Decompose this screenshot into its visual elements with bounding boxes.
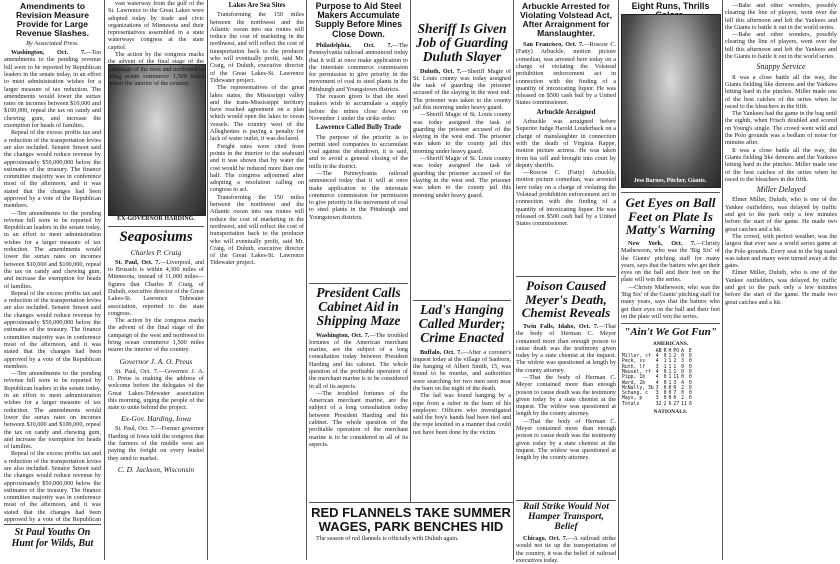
box-stat-cell: 1 (673, 364, 677, 370)
article-text: —Sheriff Magie of St. Louis county was today assigned the task of guarding the prisoner accused of the slaying in the west end. The prisoner was taken to the county jail this morning under heavy guard. (413, 67, 511, 111)
article-headline: "Ain't We Got Fun" (624, 326, 717, 339)
box-stat-cell: 0 (681, 364, 685, 370)
section-subhead: Lawrence Called Bully Trade (315, 124, 402, 132)
article-body (108, 0, 204, 88)
article-text: —Liverpool, and to Brussels is within 4,300 miles of Minnesota, instead of 11,000 miles—figures that Charles P. Craig, of Duluth, executive director of the Great Lakes-St. Lawrence Tidewater association, reported to the state congress. (108, 258, 205, 317)
article-text: Freight rates were cited from points in the interior to the seaboard and it was shown that by water the cost would be reduced more than one half. The congress adjourned after adopting a resolution calling on congress to act. (210, 142, 304, 194)
article-headline: St Paul Youths On Hunt for Wilds, But (11, 527, 94, 549)
dateline: Duluth, Oct. 7. (420, 67, 462, 75)
article-text: The season of red flannels is officially with Duluth again. (316, 535, 459, 543)
article-headline: President Calls Cabinet Aid in Shipping Maze (316, 285, 401, 329)
article-body (309, 332, 408, 449)
article-body (108, 425, 204, 461)
article-cabinet (309, 283, 408, 483)
column-6 (516, 0, 616, 564)
article-text: The action by the congress marks the advent of the final stage of the campaign of the west and northwest to bring ocean commerce 1,500 miles nearer the interior of the country. (108, 51, 204, 88)
article-headline: Arbuckle Arrested for Violating Volstead Act, After Arraignment for Manslaughter. (519, 1, 612, 39)
box-stat-cell: 0 (688, 401, 692, 407)
article-text: It was a close battle all the way, the Giants fielding like demons and the Yankees hitting hard in the pinches. Miller made one of the best catches of the series when he raced to the bleachers in the fifth. (725, 146, 837, 183)
section-subhead: Miller Delayed (756, 185, 806, 195)
article-body (413, 68, 511, 199)
article-text: —That the body of Herman C. Meyer contained more than enough poison to cause death was the testimony given today by a state chemist at the inquest. The widow was questioned at length by the county attorney. (516, 374, 616, 418)
box-stat-cell: 0 (663, 375, 667, 381)
article-text: —Ten amendments to the pending revenue bill were to be reported by Republican leaders in the senate today, in an effort to meet administration wishes for a larger measure of tax reduction. The amendments would lower the surtax rates on incomes between $10,000 and $100,000, repeal the tax on candy and chewing gum, and increase the exemption for heads of families. (4, 209, 101, 290)
article-text: Repeal of the excess profits tax and a reduction of the transportation levies are also included. Senator Smoot said the changes would reduce revenue by approximately $50,000,000 below the estimates of the treasury. The finance committee majority was in conference most of the afternoon, and it was stated that the changes had been approved by a vote of the Republican (4, 450, 101, 524)
box-col-header: PO (673, 348, 680, 354)
box-stat-cell: 3 (655, 391, 659, 397)
box-score-title: AMERICANS. (652, 340, 689, 347)
column-rule (722, 0, 723, 560)
article-text: The lad was found hanging by a rope from a rafter in the barn of his employer. Officers who investigated said the boy's hands had been tied and the rope knotted in a manner that could not have been done by the victim. (413, 392, 511, 436)
article-text: —That the body of Herman C. Meyer contained more than enough poison to cause death was the testimony given today by a state chemist at the inquest. The widow was questioned at length by the county attorney. (516, 322, 616, 374)
dateline: Chicago, Oct. 7. (523, 534, 568, 542)
article-headline: Get Eyes on Ball Feet on Plate Is Matty's Warning (625, 195, 716, 238)
box-player-name: Mays, p (622, 396, 643, 402)
article-text: The action by the congress marks the advent of the final stage of the campaign of the west and northwest to bring ocean commerce 1,500 miles nearer the interior of the country. (108, 317, 204, 354)
article-text: —Babe and other wonders, possibly clearing the line of players, went over the hill this afternoon and left the Yankees and the Giants to battle it out in the world series. (725, 2, 837, 31)
box-stat-cell: 4 (681, 380, 685, 386)
section-rule (309, 283, 408, 284)
article-byline: By Associated Press. (25, 40, 80, 48)
box-stat-cell: 2 (663, 401, 667, 407)
box-stat-cell: 0 (688, 396, 692, 402)
box-stat-cell: 32 (655, 401, 662, 407)
article-body (413, 349, 511, 437)
article-text: —Sheriff Magie of St. Louis county was today assigned the task of guarding the prisoner accused of the slaying in the west end. The prisoner was taken to the county jail this morning under heavy guard. (413, 111, 511, 155)
box-stat-cell: 0 (681, 391, 685, 397)
box-stat-cell: 7 (673, 391, 677, 397)
box-stat-cell: 1 (673, 369, 677, 375)
box-player-name: Miller, cf (622, 354, 651, 360)
box-stat-cell: 0 (681, 369, 685, 375)
box-score-row (621, 359, 693, 364)
article-text: Elmer Miller, Duluth, who is one of the Yankee outfielders, was delayed by traffic and got to the park only a few minutes before the start of the game. He made two great catches and a hit. (725, 196, 837, 233)
article-text: —Sheriff Magie of St. Louis county was today assigned the task of guarding the prisoner accused of the slaying in the west end. The prisoner was taken to the county jail this morning under heavy guard. (413, 155, 511, 199)
box-stat-cell: 0 (663, 369, 667, 375)
box-player-name: McNally, 3b (622, 385, 654, 391)
box-stat-cell: 0 (673, 396, 677, 402)
dateline: Buffalo, Oct. 7. (420, 348, 462, 356)
box-stat-cell: 4 (655, 380, 659, 386)
box-player-name: Ruth, lf (622, 364, 646, 370)
article-body (210, 2, 304, 267)
box-stat-cell: 1 (663, 364, 667, 370)
article-body (4, 49, 101, 531)
box-stat-cell: 27 (673, 401, 680, 407)
box-player-name: Totals (622, 401, 640, 407)
box-stat-cell: 2 (681, 396, 685, 402)
box-stat-cell: 0 (688, 354, 692, 360)
box-stat-cell: 0 (668, 396, 672, 402)
box-stat-cell: 2 (673, 354, 677, 360)
article-headline: Amendments to Revision Measure Provide for Large Revenue Slashes. (15, 1, 90, 39)
box-stat-cell: 4 (655, 375, 659, 381)
section-subhead: Snappy Service (756, 62, 806, 72)
box-score-row (621, 375, 693, 380)
box-stat-cell: 3 (681, 359, 685, 365)
article-text: The Yankees had the game in the bag until the eighth, when Frisch doubled and scored on Young's single. The crowd went wild and the Polo grounds was a bedlam of noise for minutes after. (725, 110, 837, 147)
box-stat-cell: 0 (688, 364, 692, 370)
column-rule (410, 0, 411, 560)
section-subhead: Governor J. A. O. Preus (119, 356, 193, 366)
box-stat-cell: 4 (655, 354, 659, 360)
article-body (621, 240, 720, 320)
article-text: —That the body of Herman C. Meyer contained more than enough poison to cause death was the testimony given today by a state chemist at the inquest. The widow was questioned at length by the county attorney. (516, 417, 616, 462)
box-stat-cell: 0 (681, 354, 685, 360)
section-rule (4, 524, 101, 525)
box-stat-cell: 4 (655, 369, 659, 375)
article-headline: Seaposiums (119, 229, 193, 245)
article-headline: Lad's Hanging Called Murder; Crime Enacted (418, 302, 506, 346)
article-body (516, 535, 616, 564)
box-stat-cell: 0 (668, 391, 672, 397)
article-text: It was a close battle all the way, the Giants fielding like demons and the Yankees hitting hard in the pinches. Miller made one of the best catches of the series when he raced to the bleachers in the fifth. (725, 73, 837, 110)
article-body (516, 41, 616, 227)
box-stat-cell: 3 (655, 396, 659, 402)
article-body (725, 2, 837, 306)
article-text: —Ten amendments to the pending revenue bill were to be reported by Republican leaders in the senate today, in an effort to meet administration wishes for a larger measure of tax reduction. The amendments would lower the surtax rates on incomes between $10,000 and $100,000, repeal the tax on candy and chewing gum, and increase the exemption for heads of families. (4, 49, 101, 130)
pitcher-photo (621, 14, 721, 188)
box-stat-cell: 0 (688, 375, 692, 381)
section-subhead: Arbuckle Arraigned (536, 108, 596, 116)
column-7 (621, 0, 720, 560)
box-stat-cell: 0 (668, 385, 672, 391)
box-col-header: H (668, 348, 672, 354)
box-stat-cell: 0 (663, 391, 667, 397)
article-text: Repeal of the excess profits tax and a reduction of the transportation levies are also included. Senator Smoot said the changes would reduce revenue by approximately $50,000,000 below the estimates of the treasury. The finance committee majority was in conference most of the afternoon, and it was stated that the changes had been approved by a vote of the Republican members. (4, 289, 101, 370)
column-rule (207, 0, 208, 560)
column-rule (513, 0, 514, 560)
box-stat-cell: 0 (663, 385, 667, 391)
article-text: Repeal of the excess profits tax and a reduction of the transportation levies are also included. Senator Smoot said the changes would reduce revenue by approximately $50,000,000 below the estimates of the treasury. The finance committee majority was in conference most of the afternoon, and it was stated that the changes had been approved by a vote of the Republican members. (4, 129, 101, 210)
box-stat-cell: 11 (681, 401, 687, 407)
section-subhead: Ex-Gov. Harding, Iowa (121, 414, 191, 424)
column-3 (210, 0, 304, 560)
article-text: —The Pennsylvania railroad announced today that it will at once make application to the interstate commerce commission for permission to give priority in the movement of coal to steel plants in the Pittsburgh and Youngstown districts. (309, 169, 408, 221)
box-stat-cell: 3 (673, 380, 677, 386)
box-col-header: E (688, 348, 692, 354)
box-stat-cell: 1 (668, 364, 672, 370)
box-stat-cell: 1 (668, 375, 672, 381)
dateline: Philadelphia, Oct. 7. (316, 41, 393, 49)
article-body (108, 259, 204, 354)
bottom-article (309, 502, 513, 560)
section-subhead: Lakes Are Sea Sites (228, 2, 286, 9)
box-stat-cell: 2 (681, 385, 685, 391)
box-col-header: R (663, 348, 667, 354)
article-byline: Charles P. Craig (130, 247, 182, 257)
dateline: Twin Falls, Idaho, Oct. 7. (523, 322, 599, 330)
box-stat-cell: 3 (655, 385, 659, 391)
box-stat-cell: 0 (663, 380, 667, 386)
article-headline: Poison Caused Meyer's Death, Chemist Reveals (521, 278, 611, 321)
box-col-header: AB (655, 348, 662, 354)
banner-headline: RED FLANNELS TAKE SUMMER WAGES, PARK BENCHES HID (311, 505, 511, 534)
section-subhead: C. D. Jackson, Wisconsin (117, 464, 195, 474)
box-stat-cell: 1 (668, 354, 672, 360)
dateline: San Francisco, Oct. 7. (523, 41, 584, 49)
box-score-row (621, 396, 693, 401)
article-headline: Rail Strike Would Not Hamper Transport, Belief (523, 502, 609, 532)
column-2 (108, 0, 204, 560)
box-score-totals (621, 402, 693, 407)
box-stat-cell: 1 (663, 359, 667, 365)
box-stat-cell: 2 (673, 359, 677, 365)
box-score-title: NATIONALS. (653, 409, 688, 415)
article-text: vast waterway from the gulf of the St. Lawrence to the Great Lakes were adopted today by trade and civic organizations of Minnesota and their representatives assembled in a state waterways congress at the state capitol. (108, 0, 204, 51)
article-text: —Christy Mathewson, who was the 'Big Six' of the Giants' pitching staff for many years, says that the batters who get their eyes on the ball and their feet on the plate will win the series. (621, 239, 720, 284)
section-rule (621, 192, 720, 193)
article-text: Transforming the 150 miles between the northwest and the Atlantic ocean into sea routes will reduce the cost of marketing in the northwest, and will reflect the cost of transportation back to the producer who will eventually profit, said Mr. Craig, of Duluth, executive director of the Great Lakes-St. Lawrence Tidewater project. (210, 11, 304, 84)
section-rule (516, 500, 616, 501)
column-8 (725, 0, 837, 560)
article-text: —The troubled fortunes of the American merchant marine, are the subject of a long consultation today between President Harding and his cabinet. The whole question of the profitable operation of the merchant marine is to be considered in all of its aspects. (309, 331, 408, 390)
dateline: Washington, Oct. 7. (316, 331, 370, 339)
box-stat-cell: 3 (655, 364, 659, 370)
article-text: —After a coroner's inquest today at the village of Sanborn, the hanging of Albert Smith, 15, was found to be murder, and authorities were searching for two men seen near the barn on the night of the death. (413, 348, 512, 392)
article-body (516, 323, 616, 462)
section-rule (516, 276, 616, 277)
box-stat-cell: 1 (668, 380, 672, 386)
article-text: The representatives of the great lakes states, the Mississippi valley and the trans-Mississippi territory have reached agreement on a plan which would open the lakes to ocean vessels. The country west of the Alleghenies is paying a penalty for lack of water outlet, it was declared. (210, 84, 304, 143)
article-body (309, 42, 408, 221)
box-stat-cell: 4 (655, 359, 659, 365)
dateline: St. Paul, Oct. 7. (115, 258, 161, 266)
article-body (108, 368, 204, 412)
photo-caption: EX-GOVERNOR HARDING. (117, 216, 195, 222)
article-text: —Roscoe C. (Fatty) Arbuckle, motion picture comedian, was arrested here today on a charge of violating the Volstead prohibition enforcement act in connection with the finding of a quantity of intoxicating liquor. He was released on $500 cash bail by a United States commissioner. (516, 41, 616, 107)
box-stat-cell: 11 (673, 375, 680, 381)
article-text: Arbuckle was arraigned before Superior Judge Harold Louderback on a charge of manslaughter in connection with the death of Virginia Rappe, motion picture actress. He was taken from his cell and brought into court by deputy sheriffs. (516, 118, 616, 169)
article-text: —Roscoe C. (Fatty) Arbuckle, motion picture comedian, was arrested here today on a charge of violating the Volstead prohibition enforcement act in connection with the finding of a quantity of intoxicating liquor. He was released on $500 cash bail by a United States commissioner. (516, 169, 616, 228)
article-text: The reason given is that the steel makers wish to accumulate a supply before the mines close down on November 1 under the strike order. (309, 93, 408, 122)
article-text: Transforming the 150 miles between the northwest and the Atlantic ocean into sea routes will reduce the cost of marketing in the northwest, and will reflect the cost of transportation back to the producer who will eventually profit, said Mr. Craig, of Duluth, executive director of the Great Lakes-St. Lawrence Tidewater project. (210, 193, 304, 267)
section-rule (309, 502, 513, 503)
box-player-name: Meusel, rf (622, 369, 651, 375)
section-rule (413, 300, 511, 301)
article-text: —Christy Mathewson, who was the 'Big Six' of the Giants' pitching staff for many years, says that the batters who get their eyes on the ball and their feet on the plate will win the series. (621, 283, 720, 320)
box-stat-cell: 0 (688, 385, 692, 391)
box-col-header: A (681, 348, 685, 354)
box-player-name: Pipp, 1b (622, 375, 646, 381)
article-body (309, 535, 513, 542)
column-5 (413, 0, 511, 560)
column-rule (104, 0, 105, 560)
box-player-name: Ward, 2b (622, 380, 646, 386)
box-stat-cell: 0 (663, 354, 667, 360)
photo-caption: Jess Barnes, Pitcher, Giants. (633, 178, 707, 184)
article-text: —Ten amendments to the pending revenue bill were to be reported by Republican leaders in the senate today, in an effort to meet administration wishes for a larger measure of tax reduction. The amendments would lower the surtax rates on incomes between $10,000 and $100,000, repeal the tax on candy and chewing gum, and increase the exemption for heads of families. (4, 370, 101, 451)
box-stat-cell: 0 (688, 380, 692, 386)
dateline: Washington, Oct. 7. (11, 49, 86, 57)
article-text: —The Pennsylvania railroad announced today that it will at once make application to the interstate commerce commission for permission to give priority in the movement of coal to steel plants in the Pittsburgh and Youngstown districts. (309, 41, 408, 93)
article-headline: Eight Runs, Thrills (631, 1, 710, 11)
section-rule (108, 226, 204, 227)
column-1 (4, 0, 101, 560)
box-stat-cell: 0 (673, 385, 677, 391)
box-stat-cell: 0 (681, 375, 685, 381)
article-headline: Sheriff Is Given Job of Guarding Duluth Slayer (415, 21, 509, 65)
box-stat-cell: 6 (668, 401, 672, 407)
article-text: The crowd, with perfect weather, was the largest that ever saw a world series game at the Polo grounds. Every seat in the big stand was taken and many were turned away at the gates. (725, 232, 837, 270)
article-text: —The troubled fortunes of the American merchant marine, are the subject of a long consultation today between President Harding and his cabinet. The whole question of the profitable operation of the merchant marine is to be considered in all of its aspects. (309, 389, 408, 448)
box-stat-cell: 0 (688, 369, 692, 375)
column-rule (306, 0, 307, 560)
box-stat-cell: 1 (668, 359, 672, 365)
box-player-name: Peck, ss (622, 359, 646, 365)
section-rule (621, 323, 720, 324)
article-text: St. Paul, Oct. 7.—Governor J. A. O. Preus is making the address of welcome before the delegates of the Great Lakes-Tidewater association this morning, urging the people of the state to unite behind the project. (108, 367, 204, 412)
box-player-name: Schang, c (622, 391, 648, 397)
article-text: Elmer Miller, Duluth, who is one of the Yankee outfielders, was delayed by traffic and got to the park only a few minutes before the start of the game. He made two great catches and a hit. (725, 269, 837, 306)
box-stat-cell: 0 (688, 391, 692, 397)
column-rule (618, 0, 619, 560)
dateline: New York, Oct. 7. (628, 239, 696, 247)
article-text: The purpose of the priority is to permit steel companies to accumulate coal against the shutdown, it is said, and to avoid a general closing of the mills in the district. (309, 133, 408, 170)
article-text: St. Paul, Oct. 7.—Former governor Harding of Iowa told the congress that the farmers of the middle west are paying the freight on every bushel they send to market. (108, 425, 204, 462)
article-text: —A railroad strike would not tie up the transportation of the country, it was the belief of railroad executives today. (516, 534, 616, 564)
box-score-table (621, 349, 693, 407)
box-stat-cell: 1 (668, 369, 672, 375)
box-stat-cell: 0 (663, 396, 667, 402)
article-text: —Babe and other wonders, possibly clearing the line of players, went over the hill this afternoon and left the Yankees and the Giants to battle it out in the world series. (725, 31, 837, 61)
article-headline: Purpose to Aid Steel Makers Accumulate Supply Before Mines Close Down. (314, 1, 402, 39)
box-stat-cell: 0 (688, 359, 692, 365)
